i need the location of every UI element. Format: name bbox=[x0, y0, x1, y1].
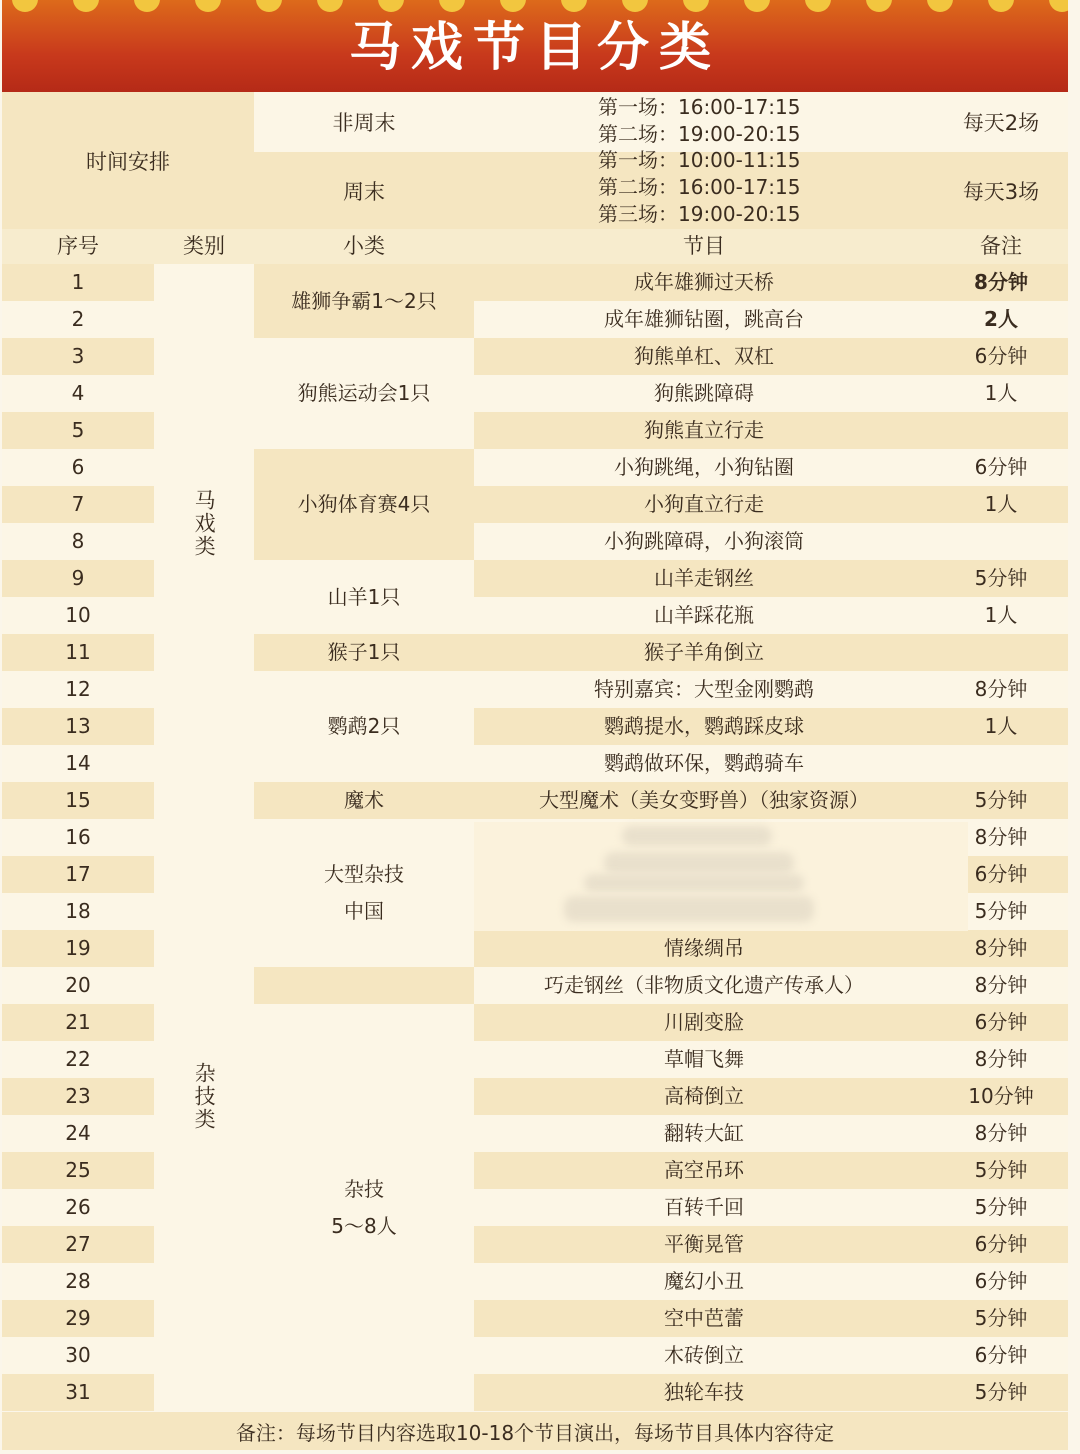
header-program: 节目 bbox=[683, 234, 725, 258]
row-program: 空中芭蕾 bbox=[474, 1300, 934, 1337]
row-program: 独轮车技 bbox=[474, 1374, 934, 1411]
banner-dot bbox=[622, 0, 648, 12]
weekend-note: 每天3场 bbox=[934, 152, 1068, 229]
row-seq: 3 bbox=[2, 338, 154, 375]
row-program: 鹦鹉提水，鹦鹉踩皮球 bbox=[474, 708, 934, 745]
row-seq: 12 bbox=[2, 671, 154, 708]
category-cell: 杂技类 bbox=[154, 782, 254, 1411]
schedule-section bbox=[2, 92, 1068, 229]
banner-dot bbox=[1049, 0, 1068, 12]
weekend-sessions bbox=[474, 148, 934, 229]
banner-dots bbox=[2, 0, 1068, 14]
row-seq: 18 bbox=[2, 893, 154, 930]
subcategory-cell bbox=[254, 560, 474, 634]
banner-dot bbox=[12, 0, 38, 12]
row-seq: 22 bbox=[2, 1041, 154, 1078]
row-program: 百转千回 bbox=[474, 1189, 934, 1226]
blurred-region bbox=[474, 822, 968, 931]
row-program: 鹦鹉做环保，鹦鹉骑车 bbox=[474, 745, 934, 782]
schedule-label: 时间安排 bbox=[2, 92, 254, 229]
header-remark: 备注 bbox=[980, 234, 1022, 258]
subcategory-line: 猴子1只 bbox=[327, 640, 401, 664]
row-seq: 21 bbox=[2, 1004, 154, 1041]
footer-note: 备注：每场节目内容选取10-18个节目演出，每场节目具体内容待定 bbox=[2, 1412, 1068, 1450]
row-remark: 1人 bbox=[934, 486, 1068, 523]
subcategory-cell bbox=[254, 1004, 474, 1411]
weekday-session-2: 第二场：19:00-20:15 bbox=[598, 122, 801, 146]
subcategory-cell bbox=[254, 449, 474, 560]
row-seq: 23 bbox=[2, 1078, 154, 1115]
row-program: 木砖倒立 bbox=[474, 1337, 934, 1374]
row-program: 成年雄狮钻圈，跳高台 bbox=[474, 301, 934, 338]
subcategory-cell bbox=[254, 634, 474, 671]
row-program: 草帽飞舞 bbox=[474, 1041, 934, 1078]
weekend-label: 周末 bbox=[254, 152, 474, 229]
row-seq: 29 bbox=[2, 1300, 154, 1337]
subcategory-line: 中国 bbox=[344, 899, 384, 923]
banner-dot bbox=[256, 0, 282, 12]
row-remark: 5分钟 bbox=[934, 1300, 1068, 1337]
weekday-note: 每天2场 bbox=[934, 92, 1068, 152]
row-program: 情缘绸吊 bbox=[474, 930, 934, 967]
banner-dot bbox=[439, 0, 465, 12]
row-program: 高空吊环 bbox=[474, 1152, 934, 1189]
row-remark-bg bbox=[934, 523, 1068, 560]
banner-dot bbox=[683, 0, 709, 12]
header-category: 类别 bbox=[183, 234, 225, 258]
row-remark: 5分钟 bbox=[934, 1152, 1068, 1189]
row-program: 平衡晃管 bbox=[474, 1226, 934, 1263]
row-seq: 14 bbox=[2, 745, 154, 782]
row-seq: 8 bbox=[2, 523, 154, 560]
row-seq: 13 bbox=[2, 708, 154, 745]
row-seq: 28 bbox=[2, 1263, 154, 1300]
row-seq: 20 bbox=[2, 967, 154, 1004]
row-seq: 24 bbox=[2, 1115, 154, 1152]
row-remark: 5分钟 bbox=[934, 1189, 1068, 1226]
banner-dot bbox=[134, 0, 160, 12]
row-program: 小狗直立行走 bbox=[474, 486, 934, 523]
row-seq: 10 bbox=[2, 597, 154, 634]
row-seq: 17 bbox=[2, 856, 154, 893]
row-remark: 5分钟 bbox=[934, 782, 1068, 819]
weekday-session-1: 第一场：16:00-17:15 bbox=[598, 95, 801, 119]
page bbox=[2, 0, 1068, 1454]
subcategory-line: 小狗体育赛4只 bbox=[297, 492, 431, 516]
row-remark: 5分钟 bbox=[934, 1374, 1068, 1411]
row-program: 巧走钢丝（非物质文化遗产传承人） bbox=[474, 967, 934, 1004]
banner-dot bbox=[73, 0, 99, 12]
row-remark: 1人 bbox=[934, 708, 1068, 745]
banner-dot bbox=[195, 0, 221, 12]
header-seq: 序号 bbox=[57, 234, 99, 258]
banner-dot bbox=[561, 0, 587, 12]
subcategory-cell bbox=[254, 819, 474, 967]
subcategory-cell bbox=[254, 782, 474, 819]
row-remark: 1人 bbox=[934, 375, 1068, 412]
row-program: 成年雄狮过天桥 bbox=[474, 264, 934, 301]
row-seq: 4 bbox=[2, 375, 154, 412]
row-remark: 8分钟 bbox=[934, 1115, 1068, 1152]
subcategory-line: 雄狮争霸1～2只 bbox=[291, 288, 437, 313]
table-header-row bbox=[2, 229, 1068, 264]
row-program: 小狗跳障碍，小狗滚筒 bbox=[474, 523, 934, 560]
subcategory-cell bbox=[254, 967, 474, 1004]
row-program: 大型魔术（美女变野兽）（独家资源） bbox=[474, 782, 934, 819]
row-program: 小狗跳绳，小狗钻圈 bbox=[474, 449, 934, 486]
subcategory-line: 杂技 bbox=[344, 1176, 384, 1201]
subcategory-line: 狗熊运动会1只 bbox=[297, 381, 431, 405]
row-seq: 26 bbox=[2, 1189, 154, 1226]
banner-dot bbox=[866, 0, 892, 12]
row-remark: 10分钟 bbox=[934, 1078, 1068, 1115]
row-seq: 7 bbox=[2, 486, 154, 523]
row-program: 猴子羊角倒立 bbox=[474, 634, 934, 671]
banner-dot bbox=[805, 0, 831, 12]
weekend-session-3: 第三场：19:00-20:15 bbox=[598, 202, 801, 226]
row-seq: 15 bbox=[2, 782, 154, 819]
subcategory-line: 大型杂技 bbox=[324, 862, 404, 886]
row-seq: 19 bbox=[2, 930, 154, 967]
row-seq: 16 bbox=[2, 819, 154, 856]
row-program: 狗熊直立行走 bbox=[474, 412, 934, 449]
row-program: 山羊踩花瓶 bbox=[474, 597, 934, 634]
row-remark: 2人 bbox=[934, 301, 1068, 338]
row-seq: 11 bbox=[2, 634, 154, 671]
row-remark: 1人 bbox=[934, 597, 1068, 634]
row-remark: 6分钟 bbox=[934, 1226, 1068, 1263]
row-seq: 5 bbox=[2, 412, 154, 449]
weekday-sessions bbox=[474, 92, 934, 152]
row-program: 川剧变脸 bbox=[474, 1004, 934, 1041]
weekend-session-1: 第一场：10:00-11:15 bbox=[598, 148, 801, 172]
row-remark: 8分钟 bbox=[934, 967, 1068, 1004]
row-remark: 8分钟 bbox=[934, 264, 1068, 301]
header-subcategory: 小类 bbox=[343, 234, 385, 258]
row-program: 特别嘉宾：大型金刚鹦鹉 bbox=[474, 671, 934, 708]
row-program: 高椅倒立 bbox=[474, 1078, 934, 1115]
row-program: 山羊走钢丝 bbox=[474, 560, 934, 597]
subcategory-cell bbox=[254, 264, 474, 338]
row-remark: 8分钟 bbox=[934, 819, 1068, 856]
banner-dot bbox=[927, 0, 953, 12]
subcategory-line: 山羊1只 bbox=[327, 584, 401, 609]
row-remark: 5分钟 bbox=[934, 560, 1068, 597]
row-seq: 25 bbox=[2, 1152, 154, 1189]
row-seq: 6 bbox=[2, 449, 154, 486]
row-remark: 6分钟 bbox=[934, 1337, 1068, 1374]
banner-dot bbox=[317, 0, 343, 12]
row-remark-bg bbox=[934, 634, 1068, 671]
row-remark: 6分钟 bbox=[934, 449, 1068, 486]
banner-dot bbox=[378, 0, 404, 12]
weekday-label: 非周末 bbox=[254, 92, 474, 152]
row-program: 狗熊跳障碍 bbox=[474, 375, 934, 412]
row-remark: 8分钟 bbox=[934, 671, 1068, 708]
row-remark: 8分钟 bbox=[934, 1041, 1068, 1078]
row-remark-bg bbox=[934, 745, 1068, 782]
weekend-session-2: 第二场：16:00-17:15 bbox=[598, 175, 801, 199]
row-seq: 2 bbox=[2, 301, 154, 338]
subcategory-line: 魔术 bbox=[344, 788, 384, 812]
subcategory-line: 5～8人 bbox=[331, 1213, 397, 1238]
row-remark: 8分钟 bbox=[934, 930, 1068, 967]
row-seq: 31 bbox=[2, 1374, 154, 1411]
subcategory-line: 鹦鹉2只 bbox=[327, 714, 401, 738]
row-program: 狗熊单杠、双杠 bbox=[474, 338, 934, 375]
row-remark: 6分钟 bbox=[934, 338, 1068, 375]
row-remark-bg bbox=[934, 412, 1068, 449]
row-remark: 6分钟 bbox=[934, 1263, 1068, 1300]
row-remark: 5分钟 bbox=[934, 893, 1068, 930]
row-seq: 27 bbox=[2, 1226, 154, 1263]
banner-dot bbox=[988, 0, 1014, 12]
subcategory-cell bbox=[254, 671, 474, 782]
page-title: 马戏节目分类 bbox=[348, 18, 721, 78]
banner-dot bbox=[500, 0, 526, 12]
category-cell: 马戏类 bbox=[154, 264, 254, 782]
subcategory-cell bbox=[254, 338, 474, 449]
title-banner bbox=[2, 0, 1068, 92]
banner-dot bbox=[744, 0, 770, 12]
row-program: 翻转大缸 bbox=[474, 1115, 934, 1152]
row-seq: 1 bbox=[2, 264, 154, 301]
row-seq: 9 bbox=[2, 560, 154, 597]
row-seq: 30 bbox=[2, 1337, 154, 1374]
row-program: 魔幻小丑 bbox=[474, 1263, 934, 1300]
row-remark: 6分钟 bbox=[934, 856, 1068, 893]
row-remark: 6分钟 bbox=[934, 1004, 1068, 1041]
